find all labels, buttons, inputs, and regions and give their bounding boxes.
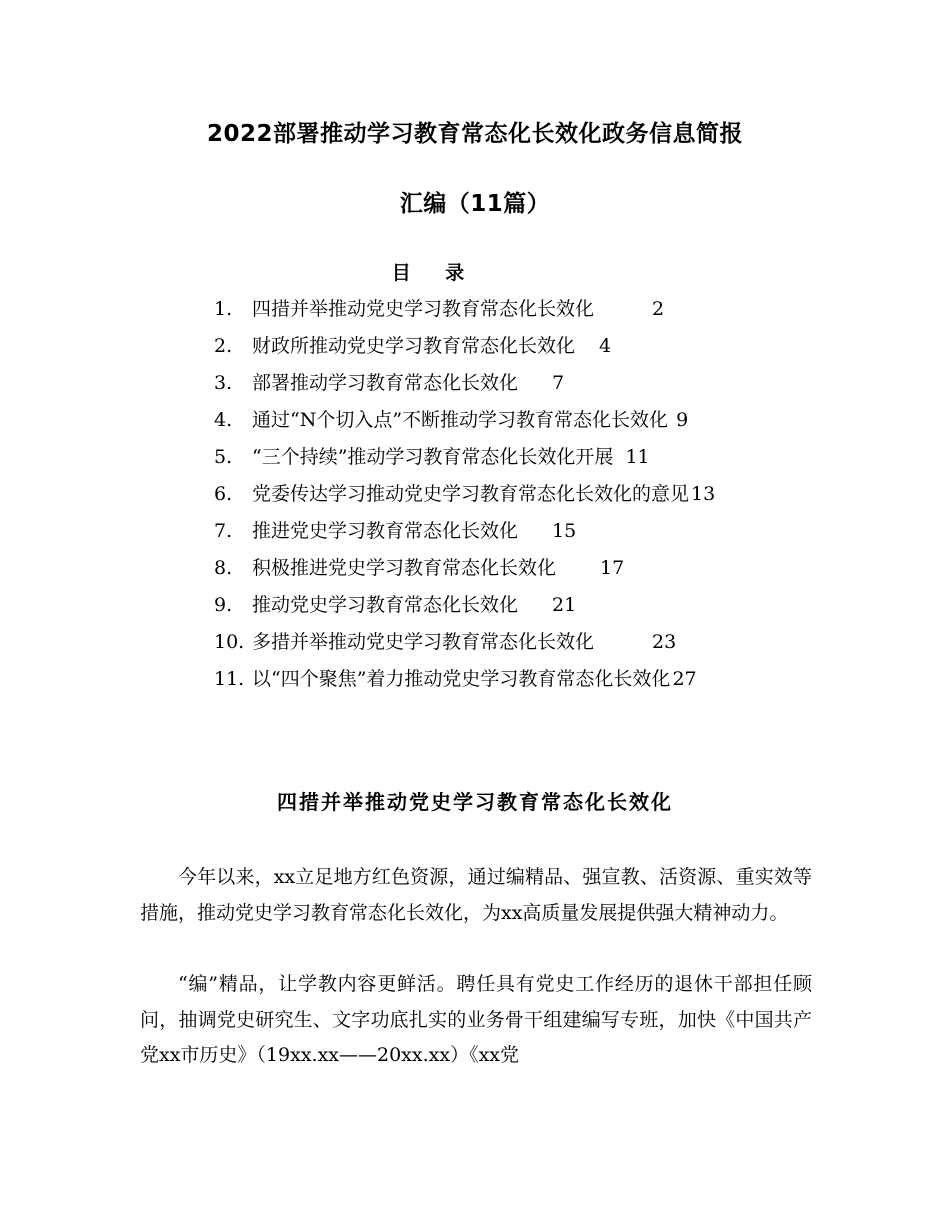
document-title-line-1: 2022部署推动学习教育常态化长效化政务信息简报 bbox=[206, 121, 743, 147]
toc-item[interactable] bbox=[214, 517, 715, 554]
toc-item[interactable] bbox=[214, 665, 715, 702]
toc-item-number: 11. bbox=[214, 668, 245, 690]
toc-item[interactable] bbox=[214, 443, 715, 480]
toc-item[interactable] bbox=[214, 369, 715, 406]
toc-item-title: 推动党史学习教育常态化长效化 bbox=[252, 594, 519, 616]
body-paragraph: “编”精品，让学教内容更鲜活。聘任具有党史工作经历的退休干部担任顾问，抽调党史研究生、文字功底扎实的业务骨干组建编写专班，加快《中国共产党xx市历史》（19xx.xx——20xx.xx）《xx党 bbox=[140, 973, 812, 1066]
toc-item-title: 推进党史学习教育常态化长效化 bbox=[252, 520, 519, 542]
toc-item-title: 财政所推动党史学习教育常态化长效化 bbox=[252, 335, 576, 357]
toc-item-page: 11 bbox=[625, 446, 650, 468]
toc-item-title: “三个持续”推动学习教育常态化长效化开展 bbox=[252, 446, 614, 468]
toc-item-number: 4. bbox=[214, 409, 233, 431]
toc-item-number: 1. bbox=[214, 298, 233, 320]
toc-item-number: 3. bbox=[214, 372, 233, 394]
body-paragraph: 今年以来，xx立足地方红色资源，通过编精品、强宣教、活资源、重实效等措施，推动党史学习教育常态化长效化，为xx高质量发展提供强大精神动力。 bbox=[140, 866, 812, 924]
toc-item[interactable] bbox=[214, 591, 715, 628]
toc-item-page: 15 bbox=[552, 520, 577, 542]
toc-item-number: 6. bbox=[214, 483, 233, 505]
toc-item-number: 7. bbox=[214, 520, 233, 542]
toc-item-page: 13 bbox=[691, 483, 716, 505]
toc-item-page: 2 bbox=[652, 298, 665, 320]
toc-item[interactable] bbox=[214, 554, 715, 591]
toc-item-number: 10. bbox=[214, 631, 245, 653]
toc-item[interactable] bbox=[214, 480, 715, 517]
toc-item-number: 8. bbox=[214, 557, 233, 579]
table-of-contents bbox=[214, 295, 715, 702]
toc-item-page: 21 bbox=[552, 594, 577, 616]
toc-item-page: 4 bbox=[599, 335, 612, 357]
toc-item-page: 23 bbox=[652, 631, 677, 653]
toc-item[interactable] bbox=[214, 406, 715, 443]
toc-item[interactable] bbox=[214, 332, 715, 369]
toc-item[interactable] bbox=[214, 295, 715, 332]
section-title: 四措并举推动党史学习教育常态化长效化 bbox=[277, 790, 673, 814]
toc-item-number: 2. bbox=[214, 335, 233, 357]
toc-heading: 目 录 bbox=[391, 262, 479, 284]
toc-item-number: 5. bbox=[214, 446, 233, 468]
toc-item-title: 通过“N个切入点”不断推动学习教育常态化长效化 bbox=[252, 409, 669, 431]
toc-item-title: 党委传达学习推动党史学习教育常态化长效化的意见 bbox=[252, 483, 690, 505]
toc-item-page: 9 bbox=[676, 409, 689, 431]
toc-item-title: 多措并举推动党史学习教育常态化长效化 bbox=[252, 631, 595, 653]
toc-item[interactable] bbox=[214, 628, 715, 665]
toc-item-title: 以“四个聚焦”着力推动党史学习教育常态化长效化 bbox=[252, 668, 671, 690]
toc-item-title: 部署推动学习教育常态化长效化 bbox=[252, 372, 519, 394]
toc-item-page: 7 bbox=[552, 372, 565, 394]
toc-item-title: 四措并举推动党史学习教育常态化长效化 bbox=[252, 298, 595, 320]
toc-item-number: 9. bbox=[214, 594, 233, 616]
document-title-line-2: 汇编（11篇） bbox=[399, 191, 551, 217]
toc-item-page: 27 bbox=[672, 668, 697, 690]
toc-item-title: 积极推进党史学习教育常态化长效化 bbox=[252, 557, 557, 579]
toc-item-page: 17 bbox=[600, 557, 625, 579]
